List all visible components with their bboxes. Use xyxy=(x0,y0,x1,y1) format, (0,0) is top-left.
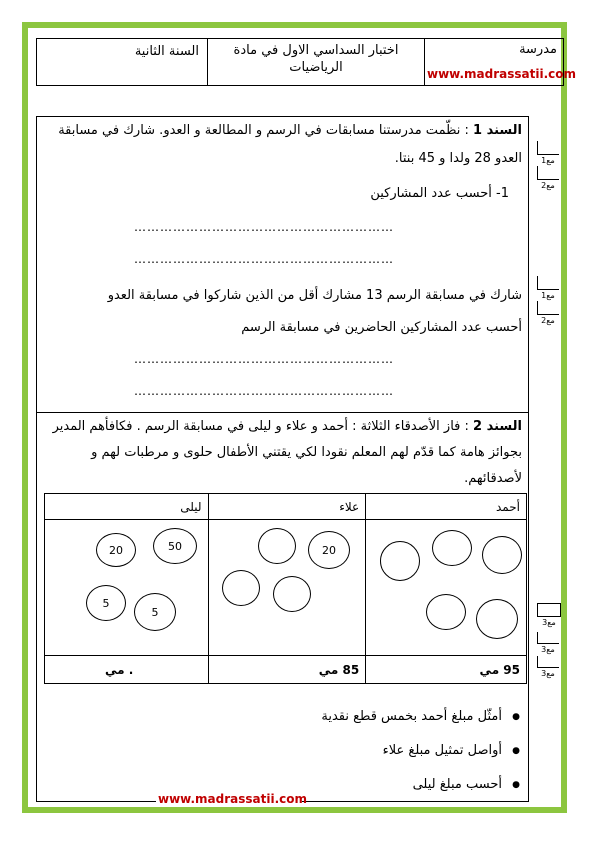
task-item-1: ● أمثّل مبلغ أحمد بخمس قطع نقدية xyxy=(200,700,520,734)
mark-2b: مع2 xyxy=(541,316,555,325)
coin-layla-3: 5 xyxy=(86,585,126,621)
coin-alaa-empty-3[interactable] xyxy=(273,576,311,612)
section1-text: نظّمت مدرستنا مسابقات في الرسم و المطالعة و العدو. شارك في مسابقة العدو 28 ولدا و 45 بنتا. xyxy=(58,123,522,166)
mark-3a: مع3 xyxy=(542,618,556,627)
names-row xyxy=(45,494,527,520)
tasks-block xyxy=(200,700,520,802)
coin-ahmed-empty-3[interactable] xyxy=(482,536,522,574)
mark-box-3b xyxy=(537,632,559,644)
mark-box-3a xyxy=(537,603,561,617)
section1-question2-text: شارك في مسابقة الرسم 13 مشارك أقل من الذين شاركوا في مسابقة العدو xyxy=(107,288,522,303)
coin-layla-4: 5 xyxy=(134,593,176,631)
mark-2a: مع2 xyxy=(541,181,555,190)
answer-line-1[interactable]: …………………………………………………… xyxy=(134,220,394,234)
section2-text-block: السند 2 : فاز الأصدقاء الثلاثة : أحمد و علاء و ليلى في مسابقة الرسم . فكافأهم المدير بجوائز هامة كما قدّم لهم المعلم نقودا لكي يقتني الأطفال حلوى و مرطبات لهم و لأصدقائهم. xyxy=(52,419,522,486)
footer-watermark: www.madrassatii.com xyxy=(158,792,308,806)
coin-alaa-empty-2[interactable] xyxy=(222,570,260,606)
mark-1b: مع1 xyxy=(541,291,555,300)
footer-line-right xyxy=(302,801,529,802)
mark-box-2a xyxy=(537,166,559,180)
school-box xyxy=(424,38,577,86)
total-layla[interactable]: . مي xyxy=(45,656,209,684)
mark-1a: مع1 xyxy=(541,156,555,165)
totals-row xyxy=(45,656,527,684)
grade-box xyxy=(36,38,208,86)
grade-label: السنة الثانية xyxy=(134,44,199,59)
name-ahmed: أحمد xyxy=(366,494,527,520)
answer-line-4[interactable]: …………………………………………………… xyxy=(134,384,394,398)
coin-alaa-empty-1[interactable] xyxy=(258,528,296,564)
coin-layla-2: 50 xyxy=(153,528,197,564)
section2-text: فاز الأصدقاء الثلاثة : أحمد و علاء و ليلى في مسابقة الرسم . فكافأهم المدير بجوائز هامة كما قدّم لهم المعلم نقودا لكي يقتني الأطفال حلوى و مرطبات لهم و لأصدقائهم. xyxy=(52,419,522,486)
mark-box-2b xyxy=(537,301,559,315)
footer-line-left xyxy=(36,801,156,802)
coin-alaa-1: 20 xyxy=(308,531,350,569)
task-item-2: ● أواصل تمثيل مبلغ علاء xyxy=(200,734,520,768)
section1-text-block: السند 1 : نظّمت مدرستنا مسابقات في الرسم و المطالعة و العدو. شارك في مسابقة العدو 28 ولدا و 45 بنتا. xyxy=(58,123,522,166)
mark-3b: مع3 xyxy=(541,645,555,654)
exam-title: اختبار السداسي الاول في مادة الرياضيات xyxy=(233,43,399,75)
coin-ahmed-empty-5[interactable] xyxy=(476,599,518,639)
total-ahmed: 95 مي xyxy=(366,656,527,684)
total-alaa: 85 مي xyxy=(208,656,366,684)
name-layla: ليلى xyxy=(45,494,209,520)
section1-title: السند 1 xyxy=(473,123,522,138)
mark-box-3c xyxy=(537,656,559,668)
header-watermark: www.madrassatii.com xyxy=(427,67,577,81)
section2-title: السند 2 xyxy=(473,419,522,434)
answer-line-2[interactable]: …………………………………………………… xyxy=(134,252,394,266)
mark-box-1a xyxy=(537,141,559,155)
answer-line-3[interactable]: …………………………………………………… xyxy=(134,352,394,366)
exam-title-box xyxy=(208,38,424,86)
name-alaa: علاء xyxy=(208,494,366,520)
school-label: مدرسة xyxy=(519,42,557,57)
coin-layla-1: 20 xyxy=(96,533,136,567)
section1-question2: أحسب عدد المشاركين الحاضرين في مسابقة الرسم xyxy=(241,320,522,335)
mark-3c: مع3 xyxy=(541,669,555,678)
section-divider xyxy=(36,412,529,413)
coin-ahmed-empty-2[interactable] xyxy=(432,530,472,566)
task-item-3: ● أحسب مبلغ ليلى xyxy=(200,768,520,802)
mark-box-1b xyxy=(537,276,559,290)
coin-ahmed-empty-4[interactable] xyxy=(426,594,466,630)
coin-ahmed-empty-1[interactable] xyxy=(380,541,420,581)
task-list xyxy=(200,700,520,802)
section1-question1: 1- أحسب عدد المشاركين xyxy=(370,186,509,201)
